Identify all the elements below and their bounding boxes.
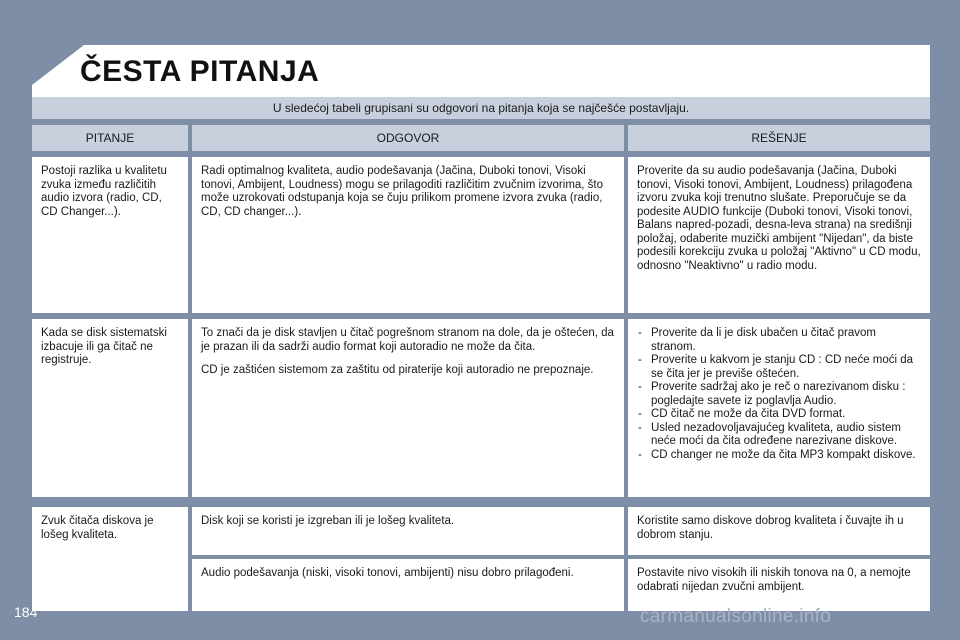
watermark: carmanualsonline.info — [640, 606, 832, 627]
row-2-question: Kada se disk sistematski izbacuje ili ga čitač ne registruje. — [32, 319, 188, 497]
list-item: - Proverite u kakvom je stanju CD : CD neće moći da se čita jer je previše oštećen. — [637, 354, 921, 381]
intro-text: U sledećoj tabeli grupisani su odgovori na pitanja koja se najčešće postavljaju. — [32, 97, 930, 119]
faq-page — [32, 45, 930, 625]
row-1-solution: Proverite da su audio podešavanja (Jačina, Duboki tonovi, Visoki tonovi, Ambijent, Loudness) prilagođena izvoru zvuka koji trenutno slušate. Preporučuje se da podesite AUDIO funkcije (Duboki tonovi, Visoki tonovi, Balans napred-pozadi, desna-leva strana) na središnji položaj, odaberite muzički ambijent "Nijedan", da biste podesili korekciju zvuka u položaj "Aktivno" u CD modu, odnosno "Neaktivno" u radio modu. — [628, 157, 930, 313]
row-3-solution-a: Koristite samo diskove dobrog kvaliteta i čuvajte ih u dobrom stanju. — [628, 507, 930, 555]
column-header-question: PITANJE — [32, 125, 188, 151]
page-title: ČESTA PITANJA — [80, 55, 320, 88]
row-3-answer-b: Audio podešavanja (niski, visoki tonovi, ambijenti) nisu dobro prilagođeni. — [192, 559, 624, 611]
row-3-answer-a: Disk koji se koristi je izgreban ili je lošeg kvaliteta. — [192, 507, 624, 555]
list-item: - Proverite da li je disk ubačen u čitač pravom stranom. — [637, 327, 921, 354]
list-item: - Usled nezadovoljavajućeg kvaliteta, audio sistem neće moći da čita određene narezivane diskove. — [637, 422, 921, 449]
row-1-question: Postoji razlika u kvalitetu zvuka između različitih audio izvora (radio, CD, CD Changer...). — [32, 157, 188, 313]
list-item: - CD čitač ne može da čita DVD format. — [637, 408, 921, 422]
row-2-solution — [628, 319, 930, 497]
row-1-answer: Radi optimalnog kvaliteta, audio podešavanja (Jačina, Duboki tonovi, Visoki tonovi, Ambijent, Loudness) mogu se prilagoditi različitim zvučnim izvorima, što može uzrokovati odstupanja koja se čuju prilikom promene izvora zvuka (radio, CD, CD changer...). — [192, 157, 624, 313]
column-header-answer: ODGOVOR — [192, 125, 624, 151]
row-3-question: Zvuk čitača diskova je lošeg kvaliteta. — [32, 507, 188, 611]
row-2-answer — [192, 319, 624, 497]
list-item: - CD changer ne može da čita MP3 kompakt diskove. — [637, 449, 921, 463]
row-2-answer-paragraph-1: To znači da je disk stavljen u čitač pogrešnom stranom na dole, da je oštećen, da je prazan ili da sadrži audio format koji autoradio ne može da čita. — [201, 327, 614, 353]
column-header-solution: REŠENJE — [628, 125, 930, 151]
row-3-solution-b: Postavite nivo visokih ili niskih tonova na 0, a nemojte odabrati nijedan zvučni ambijent. — [628, 559, 930, 611]
row-2-answer-paragraph-2: CD je zaštićen sistemom za zaštitu od piraterije koji autoradio ne prepoznaje. — [201, 364, 594, 376]
row-2-solution-list — [637, 327, 921, 462]
page-number: 184 — [14, 604, 38, 620]
list-item: - Proverite sadržaj ako je reč o narezivanom disku : pogledajte savete iz poglavlja Audio. — [637, 381, 921, 408]
